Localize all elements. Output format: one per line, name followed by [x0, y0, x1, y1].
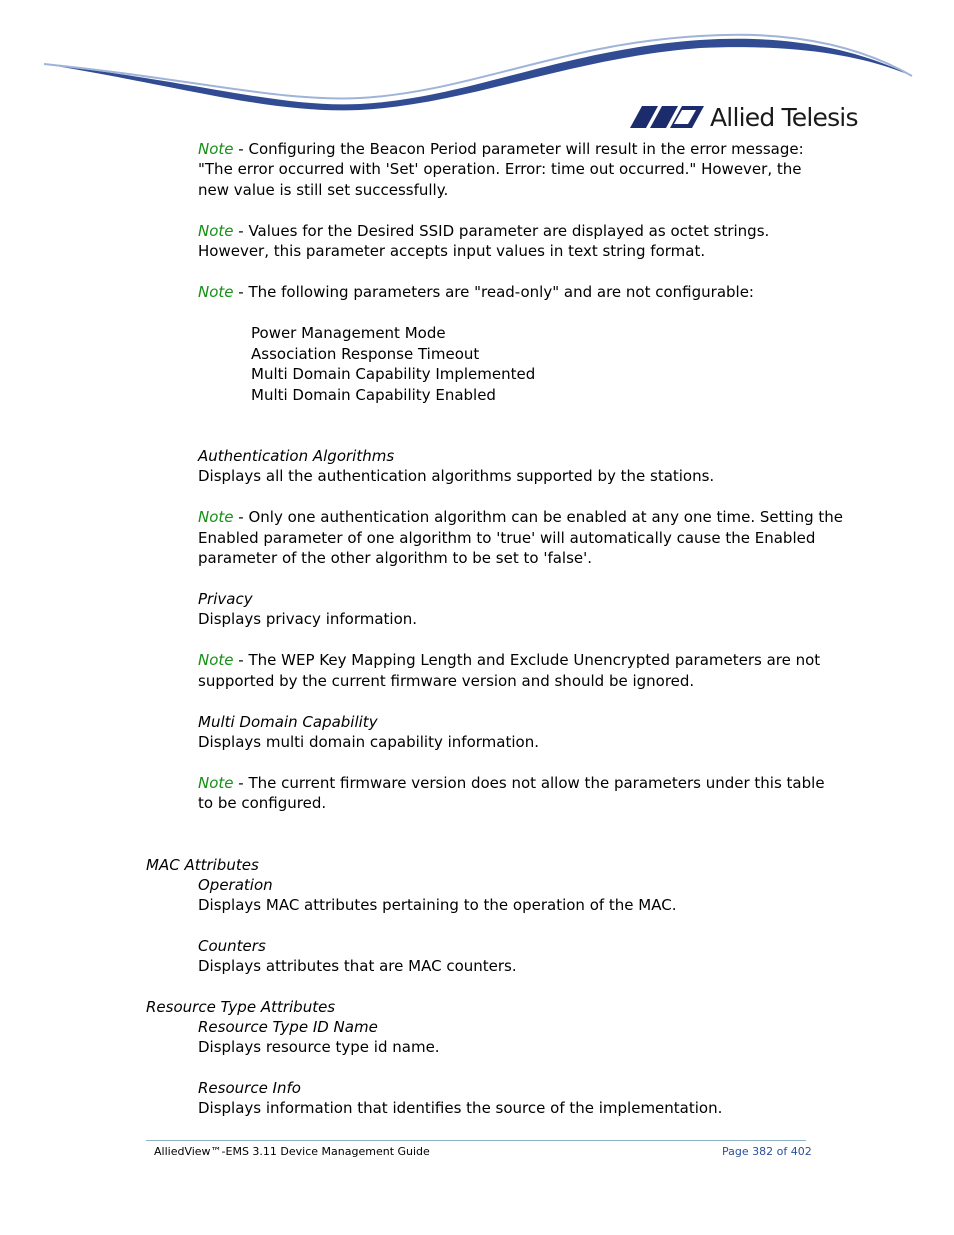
note-auth-line1	[198, 507, 843, 527]
note-beacon-line3: new value is still set successfully.	[198, 181, 449, 199]
note-beacon-line2: "The error occurred with 'Set' operation. Error: time out occurred." However, the	[198, 160, 802, 178]
note-text: - Values for the Desired SSID parameter are displayed as octet strings.	[233, 222, 770, 240]
footer-divider	[146, 1140, 806, 1141]
note-auth-line3: parameter of the other algorithm to be set to 'false'.	[198, 549, 593, 567]
note-label: Note	[198, 651, 234, 669]
note-ssid-line1	[198, 221, 769, 241]
privacy-description: Displays privacy information.	[198, 610, 418, 628]
resource-typeid-description: Displays resource type id name.	[198, 1038, 440, 1056]
auth-heading: Authentication Algorithms	[198, 447, 395, 465]
multidomain-description: Displays multi domain capability information.	[198, 733, 539, 751]
note-beacon-line1	[198, 139, 804, 159]
resource-typeid-heading: Resource Type ID Name	[198, 1018, 378, 1036]
note-label: Note	[198, 283, 234, 301]
auth-description: Displays all the authentication algorithms supported by the stations.	[198, 467, 715, 485]
note-privacy-line1	[198, 650, 820, 670]
footer-document-title: AlliedView™-EMS 3.11 Device Management Guide	[154, 1145, 430, 1158]
mac-counters-description: Displays attributes that are MAC counters.	[198, 957, 517, 975]
note-auth-line2: Enabled parameter of one algorithm to 'true' will automatically cause the Enabled	[198, 529, 816, 547]
mac-operation-heading: Operation	[198, 876, 273, 894]
mac-heading: MAC Attributes	[146, 856, 259, 874]
readonly-item: Multi Domain Capability Enabled	[251, 386, 496, 404]
note-text: - Configuring the Beacon Period parameter will result in the error message:	[233, 140, 804, 158]
privacy-heading: Privacy	[198, 590, 253, 608]
resource-info-description: Displays information that identifies the source of the implementation.	[198, 1099, 723, 1117]
note-label: Note	[198, 222, 234, 240]
mac-counters-heading: Counters	[198, 937, 266, 955]
note-ssid-line2: However, this parameter accepts input values in text string format.	[198, 242, 706, 260]
note-label: Note	[198, 140, 234, 158]
note-label: Note	[198, 508, 234, 526]
logo-mark-icon	[630, 106, 704, 128]
note-multidomain-line2: to be configured.	[198, 794, 327, 812]
logo-text: Allied Telesis	[710, 102, 858, 132]
note-text: - The following parameters are "read-only" and are not configurable:	[233, 283, 754, 301]
note-text: - Only one authentication algorithm can be enabled at any one time. Setting the	[233, 508, 843, 526]
note-readonly-line1	[198, 282, 754, 302]
allied-telesis-logo	[630, 100, 858, 134]
note-text: - The current firmware version does not allow the parameters under this table	[233, 774, 825, 792]
resource-heading: Resource Type Attributes	[146, 998, 336, 1016]
resource-info-heading: Resource Info	[198, 1079, 301, 1097]
multidomain-heading: Multi Domain Capability	[198, 713, 378, 731]
note-multidomain-line1	[198, 773, 825, 793]
mac-operation-description: Displays MAC attributes pertaining to the operation of the MAC.	[198, 896, 677, 914]
readonly-item: Multi Domain Capability Implemented	[251, 365, 536, 383]
footer-page-number: Page 382 of 402	[722, 1145, 812, 1158]
readonly-item: Association Response Timeout	[251, 345, 480, 363]
note-label: Note	[198, 774, 234, 792]
note-privacy-line2: supported by the current firmware version and should be ignored.	[198, 672, 695, 690]
note-text: - The WEP Key Mapping Length and Exclude Unencrypted parameters are not	[233, 651, 821, 669]
readonly-item: Power Management Mode	[251, 324, 446, 342]
